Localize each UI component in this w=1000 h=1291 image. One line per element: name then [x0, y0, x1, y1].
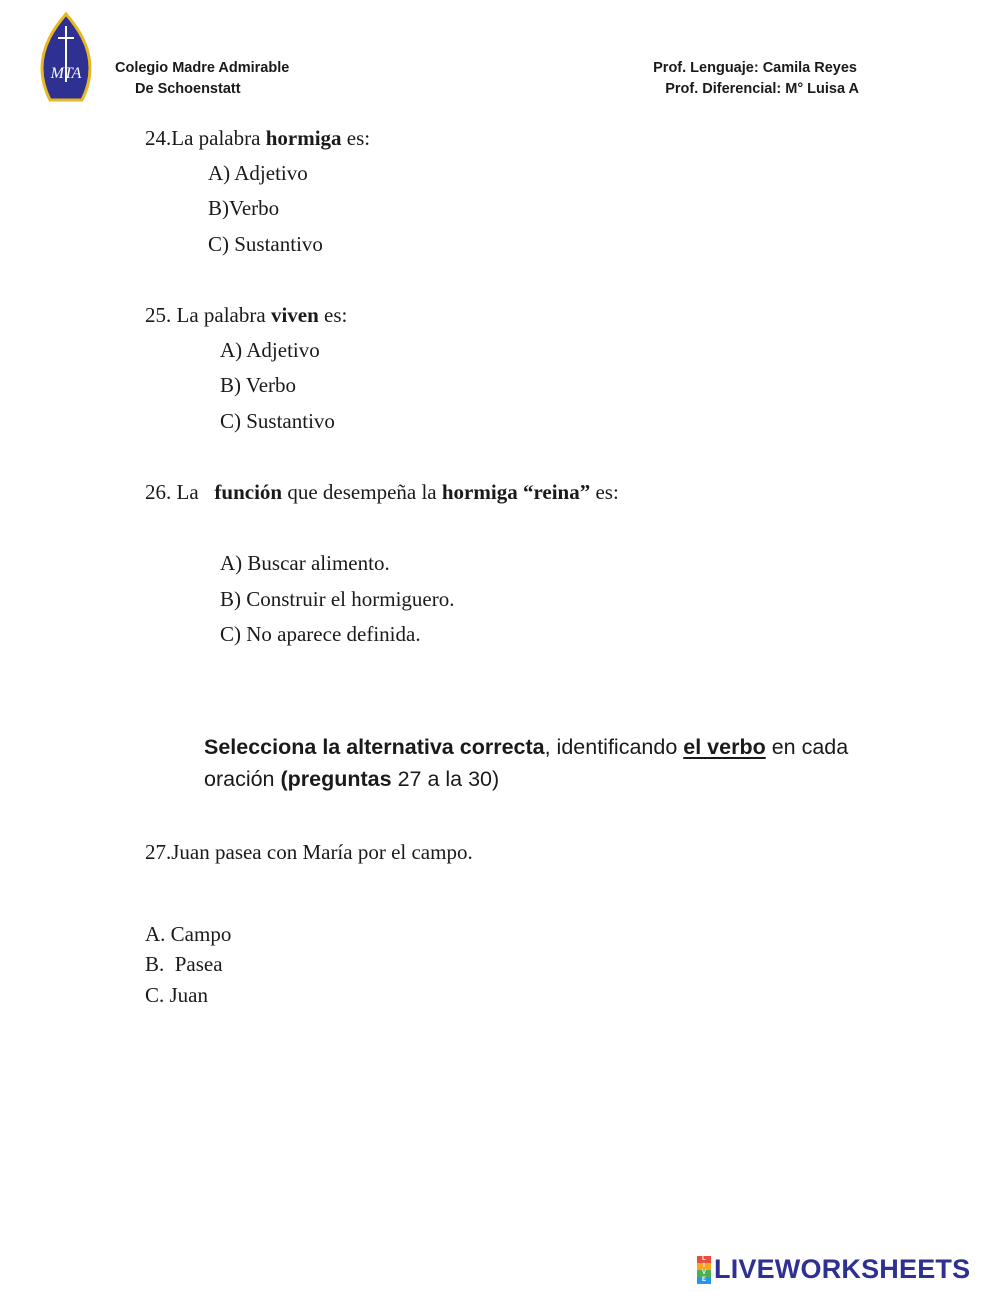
teacher-line1: Prof. Lenguaje: Camila Reyes	[653, 60, 857, 76]
question-number: 27.	[145, 840, 172, 864]
question-number: 26.	[145, 480, 172, 504]
liveworksheets-brand-text: LIVEWORKSHEETS	[714, 1254, 971, 1284]
instruction-text: Selecciona la alternativa correcta, identificando el verbo en cada oración (preguntas 27 a la 30)	[204, 735, 849, 791]
question-26: 26. La función que desempeña la hormiga “reina” es:	[145, 480, 619, 504]
q26-option-c[interactable]: C) No aparece definida.	[220, 622, 421, 646]
teacher-line2: Prof. Diferencial: M° Luisa A	[665, 81, 859, 97]
crest-letters: MTA	[50, 65, 82, 82]
question-24: 24.La palabra hormiga es:	[145, 126, 371, 150]
q27-option-a[interactable]: A. Campo	[145, 922, 232, 946]
question-number: 24.	[145, 126, 172, 150]
q25-option-b[interactable]: B) Verbo	[220, 373, 297, 397]
liveworksheets-logo	[697, 1254, 970, 1285]
question-27: 27.Juan pasea con María por el campo.	[145, 840, 473, 864]
question-25: 25. La palabra viven es:	[145, 303, 348, 327]
q26-option-b[interactable]: B) Construir el hormiguero.	[220, 587, 455, 611]
q24-option-b[interactable]: B)Verbo	[208, 196, 280, 220]
q27-option-b[interactable]: B. Pasea	[145, 952, 223, 976]
q26-option-a[interactable]: A) Buscar alimento.	[220, 551, 390, 575]
school-crest-logo	[38, 12, 94, 102]
q24-option-c[interactable]: C) Sustantivo	[208, 232, 323, 256]
school-name-line1: Colegio Madre Admirable	[115, 60, 290, 76]
school-name-line2: De Schoenstatt	[135, 81, 241, 97]
q25-option-c[interactable]: C) Sustantivo	[220, 409, 335, 433]
q25-option-a[interactable]: A) Adjetivo	[220, 338, 320, 362]
q27-option-c[interactable]: C. Juan	[145, 983, 208, 1007]
question-number: 25.	[145, 303, 172, 327]
q24-option-a[interactable]: A) Adjetivo	[208, 161, 308, 185]
liveworksheets-badge-icon: L I V E	[697, 1256, 711, 1284]
